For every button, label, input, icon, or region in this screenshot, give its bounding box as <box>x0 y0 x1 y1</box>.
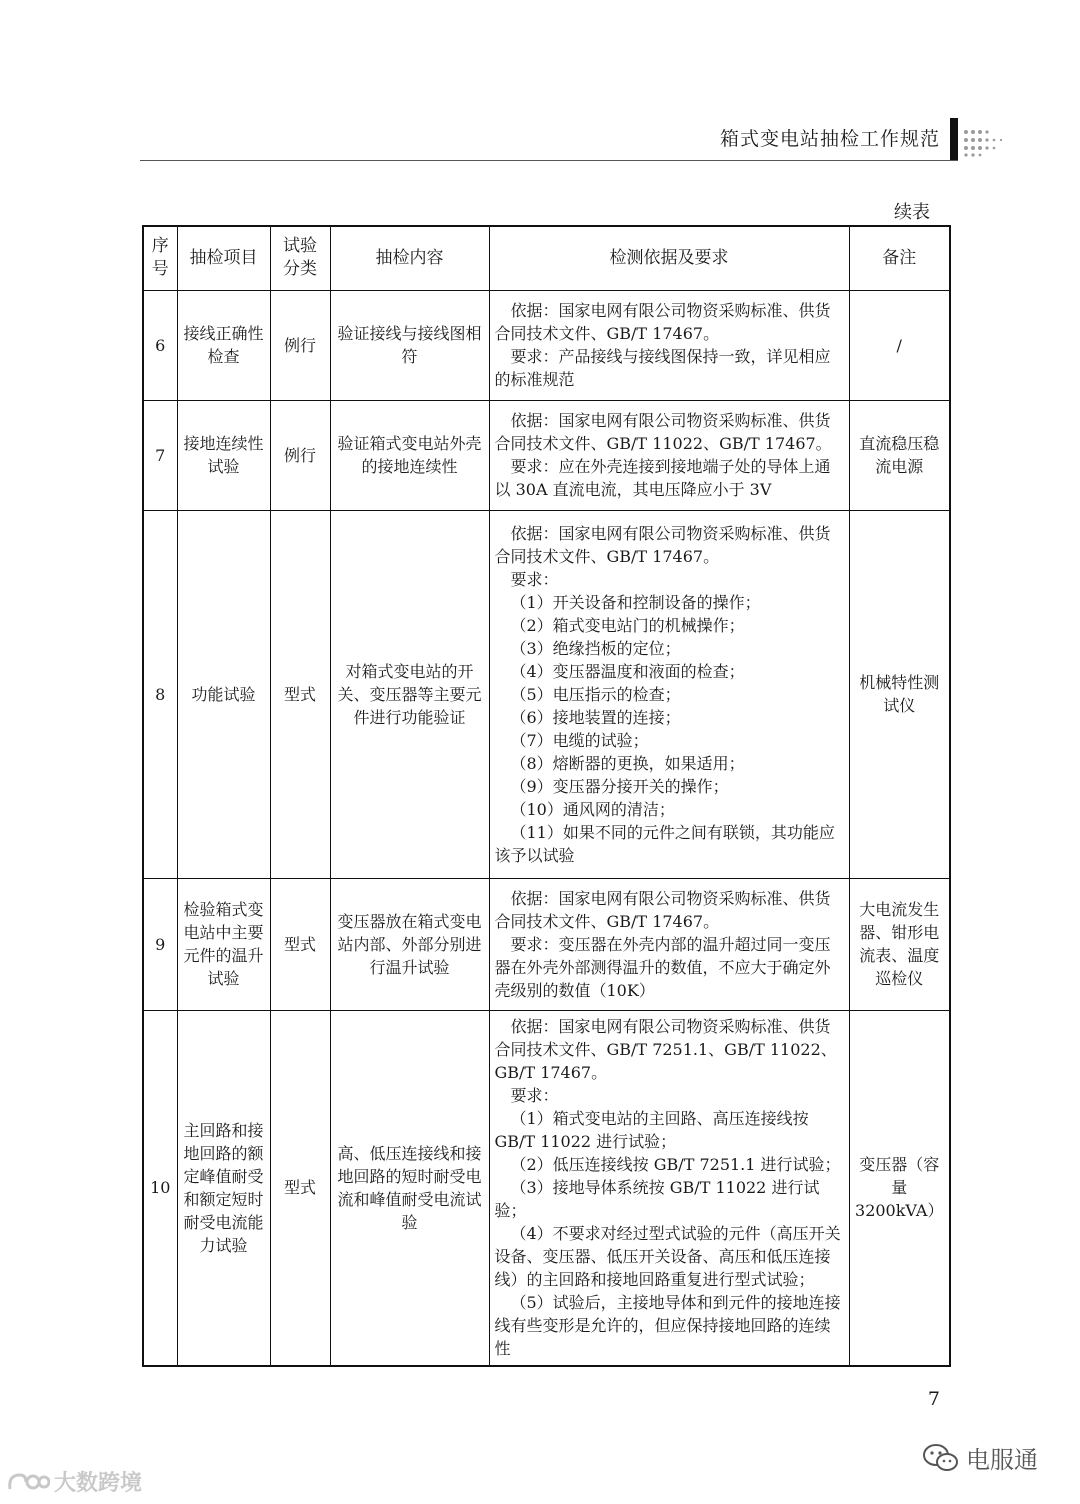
basis-line: （2）低压连接线按 GB/T 7251.1 进行试验； <box>510 1155 841 1175</box>
basis-line: （5）电压指示的检查； <box>510 684 681 704</box>
cell-test-type: 型式 <box>270 1010 330 1366</box>
cell-no: 8 <box>143 510 177 878</box>
header-item: 抽检项目 <box>177 226 270 290</box>
header-rule <box>140 160 958 161</box>
cell-remark: 直流稳压稳流电源 <box>849 400 950 510</box>
cell-test-type: 型式 <box>270 878 330 1010</box>
cell-no: 9 <box>143 878 177 1010</box>
cell-content: 对箱式变电站的开关、变压器等主要元件进行功能验证 <box>330 510 489 878</box>
cell-content: 验证箱式变电站外壳的接地连续性 <box>330 400 489 510</box>
table-header-row <box>143 226 950 290</box>
header-content: 抽检内容 <box>330 226 489 290</box>
watermark-left <box>6 1466 142 1497</box>
running-header-title: 箱式变电站抽检工作规范 <box>720 128 941 150</box>
basis-line: 依据：国家电网有限公司物资采购标准、供货合同技术文件、GB/T 17467。 <box>494 301 831 343</box>
cell-basis <box>489 878 849 1010</box>
table-row <box>143 290 950 400</box>
continued-label: 续表 <box>894 202 930 223</box>
watermark-right-text: 电服通 <box>966 1446 1038 1474</box>
cell-basis <box>489 400 849 510</box>
cell-basis <box>489 290 849 400</box>
cell-item: 接线正确性检查 <box>177 290 270 400</box>
basis-line: 依据：国家电网有限公司物资采购标准、供货合同技术文件、GB/T 17467。 <box>494 888 831 931</box>
basis-line: 要求： <box>510 1086 559 1106</box>
table-row <box>143 1010 950 1366</box>
cell-remark: 机械特性测试仪 <box>849 510 950 878</box>
basis-line: （1）箱式变电站的主回路、高压连接线按GB/T 11022 进行试验； <box>494 1109 809 1152</box>
basis-line: 要求：产品接线与接线图保持一致，详见相应的标准规范 <box>494 347 831 389</box>
basis-line: （1）开关设备和控制设备的操作； <box>510 592 761 612</box>
cell-no: 10 <box>143 1010 177 1366</box>
cell-item: 主回路和接地回路的额定峰值耐受和额定短时耐受电流能力试验 <box>177 1010 270 1366</box>
basis-line: （11）如果不同的元件之间有联锁，其功能应该予以试验 <box>494 822 835 865</box>
basis-line: （4）变压器温度和液面的检查； <box>510 661 745 681</box>
basis-line: （6）接地装置的连接； <box>510 707 681 727</box>
cell-remark: / <box>849 290 950 400</box>
basis-line: （9）变压器分接开关的操作； <box>510 776 729 796</box>
cell-basis <box>489 1010 849 1366</box>
basis-line: 依据：国家电网有限公司物资采购标准、供货合同技术文件、GB/T 17467。 <box>494 523 831 566</box>
page-number: 7 <box>927 1388 940 1410</box>
basis-line: 依据：国家电网有限公司物资采购标准、供货合同技术文件、GB/T 11022、GB/T 17467。 <box>494 411 832 453</box>
table-row <box>143 510 950 878</box>
inspection-table <box>142 225 951 1367</box>
cell-item: 检验箱式变电站中主要元件的温升试验 <box>177 878 270 1010</box>
header-test-type: 试验分类 <box>270 226 330 290</box>
wechat-icon <box>922 1442 960 1474</box>
table-row <box>143 400 950 510</box>
basis-line: （2）箱式变电站门的机械操作； <box>510 615 745 635</box>
cell-content: 变压器放在箱式变电站内部、外部分别进行温升试验 <box>330 878 489 1010</box>
basis-line: （10）通风网的清洁； <box>510 799 675 819</box>
cell-test-type: 型式 <box>270 510 330 878</box>
basis-line: （7）电缆的试验； <box>510 730 649 750</box>
header-remark: 备注 <box>849 226 950 290</box>
table-row <box>143 878 950 1010</box>
basis-line: （8）熔断器的更换，如果适用； <box>510 753 745 773</box>
cell-test-type: 例行 <box>270 400 330 510</box>
basis-line: （3）接地导体系统按 GB/T 11022 进行试验； <box>494 1178 820 1221</box>
cell-no: 7 <box>143 400 177 510</box>
watermark-left-text: 大数跨境 <box>54 1471 143 1496</box>
cell-remark: 变压器（容量 3200kVA） <box>849 1010 950 1366</box>
basis-line: 要求： <box>510 569 559 589</box>
header-basis: 检测依据及要求 <box>489 226 849 290</box>
watermark-right <box>922 1440 1038 1475</box>
header-bar <box>950 118 958 160</box>
cell-basis <box>489 510 849 878</box>
header-dots-decoration <box>963 128 1007 158</box>
header-no: 序号 <box>143 226 177 290</box>
cell-remark: 大电流发生器、钳形电流表、温度巡检仪 <box>849 878 950 1010</box>
cell-test-type: 例行 <box>270 290 330 400</box>
basis-line: （5）试验后，主接地导体和到元件的接地连接线有些变形是允许的，但应保持接地回路的连续性 <box>494 1293 841 1359</box>
cell-no: 6 <box>143 290 177 400</box>
basis-line: 要求：应在外壳连接到接地端子处的导体上通以 30A 直流电流，其电压降应小于 3V <box>494 457 831 499</box>
cell-content: 高、低压连接线和接地回路的短时耐受电流和峰值耐受电流试验 <box>330 1010 489 1366</box>
basis-line: （4）不要求对经过型式试验的元件（高压开关设备、变压器、低压开关设备、高压和低压连接线）的主回路和接地回路重复进行型式试验； <box>494 1224 841 1290</box>
watermark-logo-icon <box>6 1469 50 1495</box>
cell-item: 功能试验 <box>177 510 270 878</box>
cell-content: 验证接线与接线图相符 <box>330 290 489 400</box>
basis-line: （3）绝缘挡板的定位； <box>510 638 681 658</box>
basis-line: 要求：变压器在外壳内部的温升超过同一变压器在外壳外部测得温升的数值，不应大于确定外壳级别的数值（10K） <box>494 934 831 1000</box>
basis-line: 依据：国家电网有限公司物资采购标准、供货合同技术文件、GB/T 7251.1、GB/T 11022、GB/T 17467。 <box>494 1017 837 1083</box>
cell-item: 接地连续性试验 <box>177 400 270 510</box>
